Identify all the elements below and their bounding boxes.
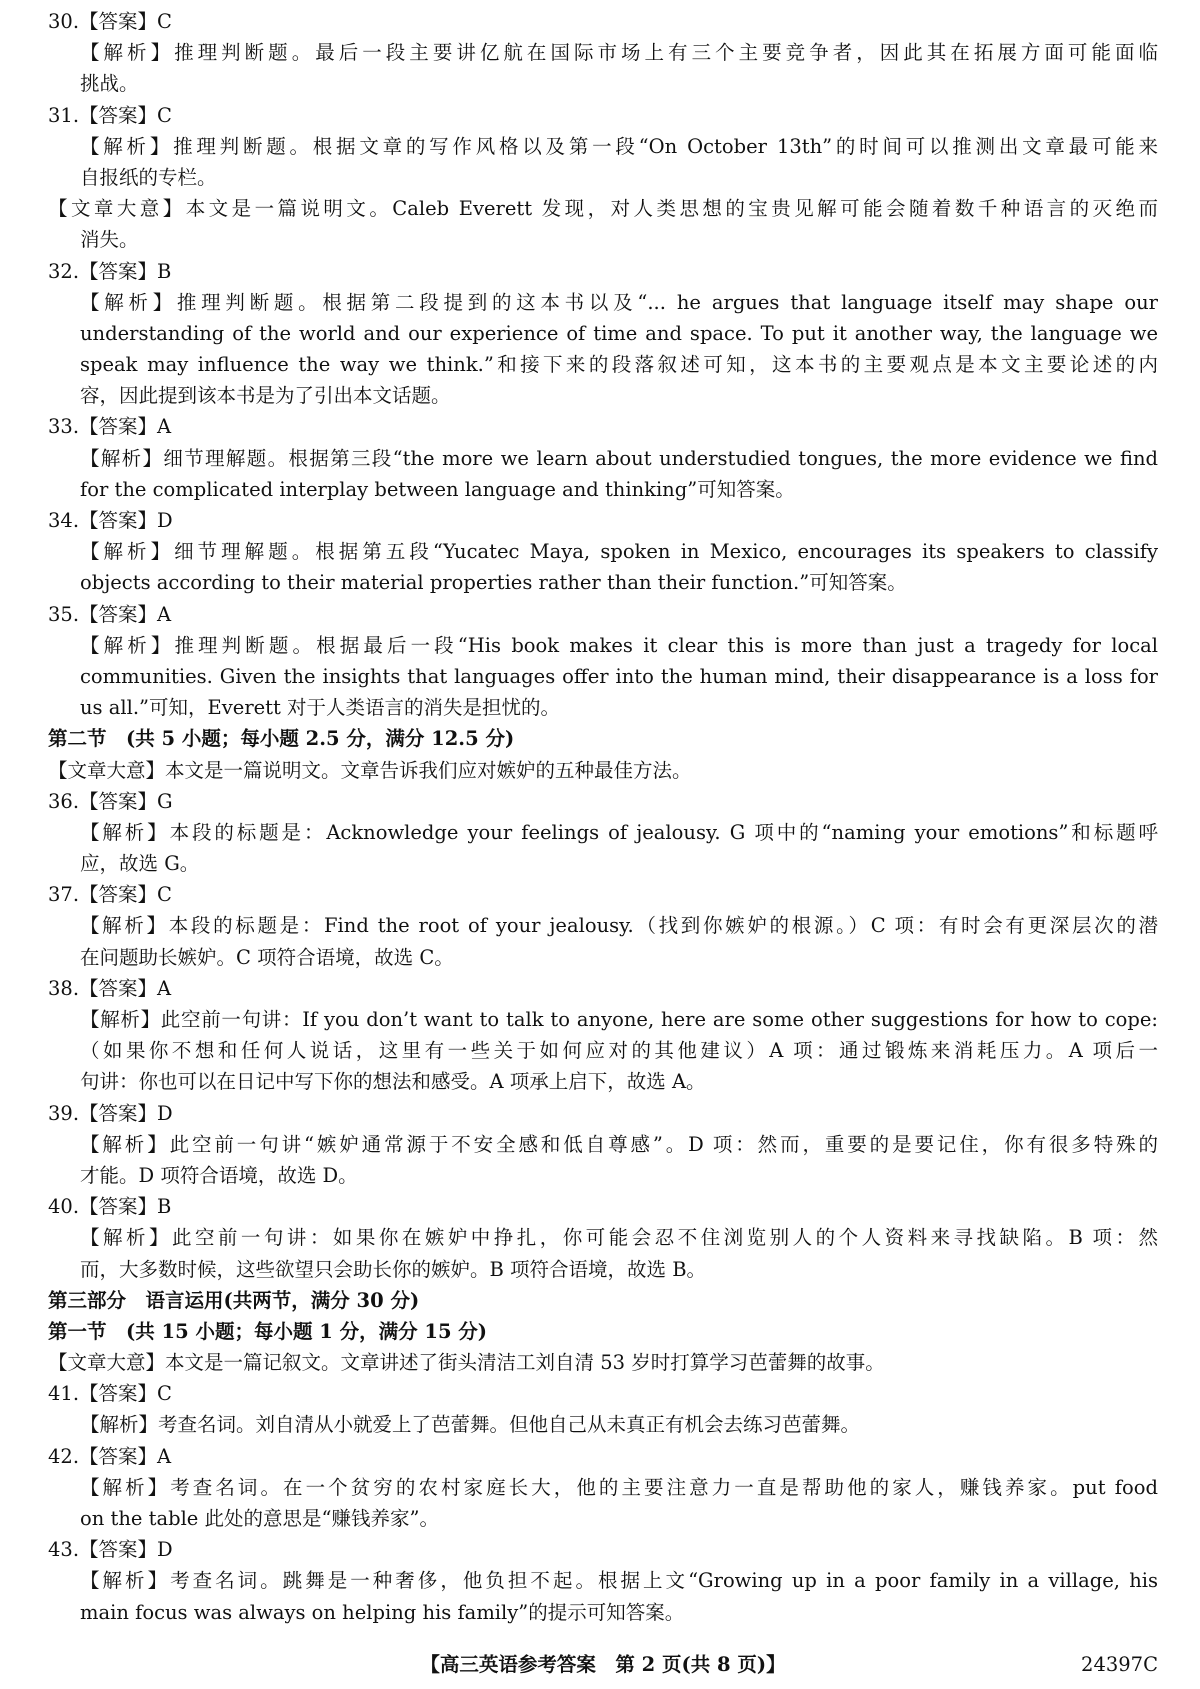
text-line: 【解析】细节理解题。根据第五段“Yucatec Maya, spoken in Mexico, encourages its speakers to classify (80, 540, 1158, 564)
text-line: 【解析】推理判断题。最后一段主要讲亿航在国际市场上有三个主要竞争者，因此其在拓展方面可能面临 (80, 41, 1158, 65)
answer-key-page (48, 6, 1158, 1628)
text-line: 33.【答案】A (48, 415, 172, 439)
text-line: for the complicated interplay between language and thinking”可知答案。 (80, 477, 795, 501)
text-line: 【解析】细节理解题。根据第三段“the more we learn about understudied tongues, the more evidence we find (80, 446, 1158, 470)
text-line: 35.【答案】A (48, 602, 172, 626)
text-line: 31.【答案】C (48, 103, 172, 127)
text-line: 36.【答案】G (48, 789, 173, 813)
text-line: 【解析】此空前一句讲：如果你在嫉妒中挣扎，你可能会忍不住浏览别人的个人资料来寻找缺陷。B 项：然 (80, 1226, 1158, 1250)
text-line: 38.【答案】A (48, 976, 172, 1000)
text-line: 才能。D 项符合语境，故选 D。 (80, 1163, 358, 1187)
text-line: 【文章大意】本文是一篇记叙文。文章讲述了街头清洁工刘自清 53 岁时打算学习芭蕾舞的故事。 (48, 1351, 885, 1375)
text-line: 43.【答案】D (48, 1538, 173, 1562)
text-line: 【解析】此空前一句讲：If you don’t want to talk to anyone, here are some other suggestions for how to cope: (80, 1008, 1158, 1031)
text-line: 32.【答案】B (48, 259, 172, 283)
text-line: 【文章大意】本文是一篇说明文。Caleb Everett 发现，对人类思想的宝贵见解可能会随着数千种语言的灭绝而 (48, 197, 1158, 221)
text-line: 42.【答案】A (48, 1444, 172, 1468)
text-line: 消失。 (80, 228, 139, 252)
text-line: 41.【答案】C (48, 1382, 172, 1406)
text-line: 自报纸的专栏。 (80, 165, 217, 189)
text-line: us all.”可知，Everett 对于人类语言的消失是担忧的。 (80, 696, 561, 720)
text-line: 句讲：你也可以在日记中写下你的想法和感受。A 项承上启下，故选 A。 (80, 1070, 706, 1094)
page-footer (48, 1650, 1158, 1680)
text-line: 在问题助长嫉妒。C 项符合语境，故选 C。 (80, 945, 454, 969)
text-line: 【文章大意】本文是一篇说明文。文章告诉我们应对嫉妒的五种最佳方法。 (48, 758, 692, 782)
text-line: 【解析】考查名词。刘自清从小就爱上了芭蕾舞。但他自己从未真正有机会去练习芭蕾舞。 (80, 1413, 861, 1437)
text-line: 第二节 (共 5 小题；每小题 2.5 分，满分 12.5 分) (48, 727, 515, 751)
text-line: 34.【答案】D (48, 509, 173, 532)
text-line: 【解析】考查名词。在一个贫穷的农村家庭长大，他的主要注意力一直是帮助他的家人，赚钱养家。put food (80, 1475, 1158, 1499)
text-line: communities. Given the insights that languages offer into the human mind, their disappearance is a loss for (80, 664, 1158, 688)
text-line: 第一节 (共 15 小题；每小题 1 分，满分 15 分) (48, 1319, 488, 1343)
footer-title: 【高三英语参考答案 第 2 页(共 8 页)】 (420, 1653, 786, 1676)
text-line: 【解析】推理判断题。根据文章的写作风格以及第一段“On October 13th”的时间可以推测出文章最可能来 (80, 134, 1158, 158)
text-line: 【解析】推理判断题。根据第二段提到的这本书以及“... he argues that language itself may shape our (80, 290, 1158, 314)
text-line: 40.【答案】B (48, 1195, 172, 1219)
text-line: 【解析】此空前一句讲“嫉妒通常源于不安全感和低自尊感”。D 项：然而，重要的是要记住，你有很多特殊的 (80, 1132, 1158, 1156)
text-line: 【解析】推理判断题。根据最后一段“His book makes it clear this is more than just a tragedy for local (80, 633, 1158, 657)
text-line: 【解析】考查名词。跳舞是一种奢侈，他负担不起。根据上文“Growing up in a poor family in a village, his (80, 1569, 1158, 1593)
text-line: on the table 此处的意思是“赚钱养家”。 (80, 1507, 439, 1530)
text-line: 而，大多数时候，这些欲望只会助长你的嫉妒。B 项符合语境，故选 B。 (80, 1257, 707, 1281)
text-line: objects according to their material properties rather than their function.”可知答案。 (80, 571, 907, 595)
text-line: 第三部分 语言运用(共两节，满分 30 分) (48, 1288, 420, 1312)
text-line: 30.【答案】C (48, 10, 172, 33)
text-line: main focus was always on helping his family”的提示可知答案。 (80, 1600, 685, 1624)
text-line: speak may influence the way we think.”和接下来的段落叙述可知，这本书的主要观点是本文主要论述的内 (80, 353, 1158, 377)
text-line: 39.【答案】D (48, 1101, 173, 1125)
text-line: 挑战。 (80, 72, 139, 96)
text-line: （如果你不想和任何人说话，这里有一些关于如何应对的其他建议）A 项：通过锻炼来消耗压力。A 项后一 (80, 1039, 1158, 1063)
document-code: 24397C (1081, 1653, 1158, 1676)
text-line: 应，故选 G。 (80, 852, 200, 876)
text-line: 37.【答案】C (48, 883, 172, 907)
text-line: 【解析】本段的标题是：Find the root of your jealousy.（找到你嫉妒的根源。）C 项：有时会有更深层次的潜 (80, 914, 1158, 938)
text-line: 容，因此提到该本书是为了引出本文话题。 (80, 384, 451, 408)
text-line: 【解析】本段的标题是：Acknowledge your feelings of jealousy. G 项中的“naming your emotions”和标题呼 (80, 820, 1158, 844)
text-line: understanding of the world and our experience of time and space. To put it another way, the language we (80, 321, 1158, 345)
